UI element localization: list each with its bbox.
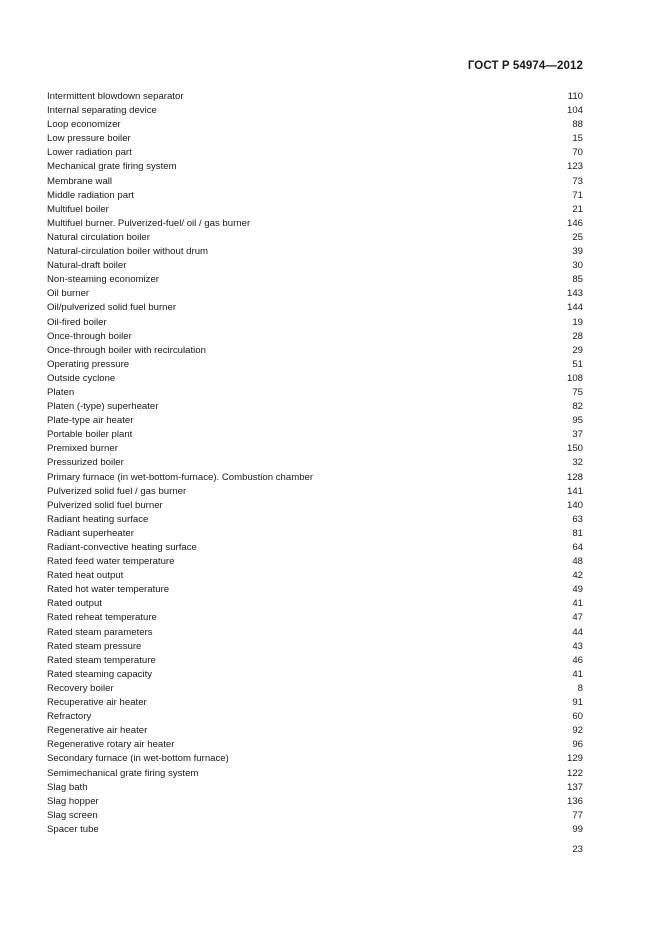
index-entry xyxy=(47,597,583,611)
index-page-ref: 92 xyxy=(572,725,583,737)
index-page-ref: 88 xyxy=(572,119,583,131)
index-term: Membrane wall xyxy=(47,175,113,187)
index-page-ref: 29 xyxy=(572,344,583,356)
index-entry xyxy=(47,527,583,541)
index-page-ref: 91 xyxy=(572,697,583,709)
index-term: Middle radiation part xyxy=(47,189,134,201)
index-entry xyxy=(47,330,583,344)
index-entry xyxy=(47,400,583,414)
index-page-ref: 41 xyxy=(572,668,583,680)
index-term: Platen xyxy=(47,386,75,398)
index-page-ref: 122 xyxy=(566,767,583,779)
index-page-ref: 39 xyxy=(572,246,583,258)
index-entry xyxy=(47,132,583,146)
index-entry xyxy=(47,203,583,217)
index-entry xyxy=(47,654,583,668)
index-page-ref: 19 xyxy=(572,316,583,328)
index-term: Low pressure boiler xyxy=(47,133,131,145)
index-term: Rated steam parameters xyxy=(47,626,153,638)
index-page-ref: 144 xyxy=(566,302,583,314)
index-entry xyxy=(47,611,583,625)
index-term: Oil-fired boiler xyxy=(47,316,107,328)
index-entry xyxy=(47,442,583,456)
index-term: Secondary furnace (in wet-bottom furnace) xyxy=(47,753,229,765)
index-entry xyxy=(47,541,583,555)
index-term: Rated output xyxy=(47,598,102,610)
index-page-ref: 46 xyxy=(572,654,583,666)
index-entry xyxy=(47,189,583,203)
index-page-ref: 28 xyxy=(572,330,583,342)
index-term: Platen (-type) superheater xyxy=(47,401,159,413)
index-entry xyxy=(47,358,583,372)
index-entry xyxy=(47,316,583,330)
index-page-ref: 143 xyxy=(566,288,583,300)
index-page-ref: 96 xyxy=(572,739,583,751)
index-page-ref: 30 xyxy=(572,260,583,272)
index-term: Rated feed water temperature xyxy=(47,556,175,568)
index-page-ref: 136 xyxy=(566,795,583,807)
index-page-ref: 21 xyxy=(572,203,583,215)
index-term: Slag screen xyxy=(47,809,98,821)
index-page-ref: 108 xyxy=(566,372,583,384)
index-entry xyxy=(47,273,583,287)
index-entry xyxy=(47,583,583,597)
index-entry xyxy=(47,90,583,104)
index-page-ref: 128 xyxy=(566,471,583,483)
index-page-ref: 64 xyxy=(572,542,583,553)
index-term: Rated steam temperature xyxy=(47,654,156,666)
index-term: Slag bath xyxy=(47,781,88,793)
index-page-ref: 32 xyxy=(572,457,583,469)
index-entry xyxy=(47,795,583,809)
index-entry xyxy=(47,414,583,428)
index-term: Refractory xyxy=(47,711,92,723)
index-term: Pressurized boiler xyxy=(47,457,124,469)
index-term: Rated steam pressure xyxy=(47,640,142,652)
index-term: Radiant superheater xyxy=(47,527,134,539)
index-entry xyxy=(47,724,583,738)
index-term: Non-steaming economizer xyxy=(47,274,159,286)
index-list xyxy=(47,90,583,837)
index-term: Rated heat output xyxy=(47,570,124,582)
index-term: Natural-draft boiler xyxy=(47,260,127,272)
index-term: Lower radiation part xyxy=(47,147,132,159)
index-term: Rated reheat temperature xyxy=(47,612,157,624)
index-entry xyxy=(47,175,583,189)
index-term: Recuperative air heater xyxy=(47,697,147,709)
index-term: Spacer tube xyxy=(47,823,99,835)
index-page-ref: 75 xyxy=(572,386,583,398)
index-term: Oil burner xyxy=(47,288,90,300)
index-page-ref: 99 xyxy=(572,823,583,835)
index-term: Multifuel burner. Pulverized-fuel/ oil / gas burner xyxy=(47,217,251,229)
index-entry xyxy=(47,146,583,160)
index-term: Pulverized solid fuel burner xyxy=(47,499,163,511)
index-page-ref: 47 xyxy=(572,612,583,624)
index-term: Loop economizer xyxy=(47,119,121,131)
index-entry xyxy=(47,344,583,358)
index-term: Once-through boiler xyxy=(47,330,132,342)
index-entry xyxy=(47,710,583,724)
index-term: Plate-type air heater xyxy=(47,415,134,427)
index-term: Premixed burner xyxy=(47,443,118,455)
index-term: Pulverized solid fuel / gas burner xyxy=(47,485,187,497)
index-entry xyxy=(47,104,583,118)
index-term: Portable boiler plant xyxy=(47,429,133,441)
index-term: Oil/pulverized solid fuel burner xyxy=(47,302,177,314)
index-term: Rated hot water temperature xyxy=(47,584,170,596)
index-entry xyxy=(47,696,583,710)
index-page-ref: 25 xyxy=(572,231,583,243)
index-entry xyxy=(47,372,583,386)
index-page-ref: 81 xyxy=(572,527,583,539)
index-term: Regenerative rotary air heater xyxy=(47,739,175,751)
index-entry xyxy=(47,569,583,583)
index-term: Radiant heating surface xyxy=(47,513,149,525)
index-term: Mechanical grate firing system xyxy=(47,161,177,173)
index-term: Radiant-convective heating surface xyxy=(47,542,197,553)
index-term: Rated steaming capacity xyxy=(47,668,153,680)
index-entry xyxy=(47,456,583,470)
index-page-ref: 37 xyxy=(572,429,583,441)
index-entry xyxy=(47,471,583,485)
index-page-ref: 71 xyxy=(572,189,583,201)
index-page-ref: 82 xyxy=(572,401,583,413)
index-term: Outside cyclone xyxy=(47,372,116,384)
index-page-ref: 51 xyxy=(572,358,583,370)
index-page-ref: 123 xyxy=(566,161,583,173)
index-page-ref: 43 xyxy=(572,640,583,652)
index-page-ref: 77 xyxy=(572,809,583,821)
index-entry xyxy=(47,682,583,696)
index-entry xyxy=(47,752,583,766)
index-entry xyxy=(47,626,583,640)
index-entry xyxy=(47,555,583,569)
index-entry xyxy=(47,245,583,259)
index-page-ref: 44 xyxy=(572,626,583,638)
index-entry xyxy=(47,160,583,174)
index-entry xyxy=(47,499,583,513)
index-page-ref: 60 xyxy=(572,711,583,723)
index-page-ref: 49 xyxy=(572,584,583,596)
index-term: Recovery boiler xyxy=(47,682,114,694)
index-page-ref: 129 xyxy=(566,753,583,765)
index-page-ref: 85 xyxy=(572,274,583,286)
index-page-ref: 8 xyxy=(577,682,583,694)
index-entry xyxy=(47,217,583,231)
index-term: Internal separating device xyxy=(47,105,157,117)
index-entry xyxy=(47,231,583,245)
index-entry xyxy=(47,513,583,527)
index-page-ref: 42 xyxy=(572,570,583,582)
index-entry xyxy=(47,738,583,752)
index-page-ref: 140 xyxy=(566,499,583,511)
index-page-ref: 104 xyxy=(566,105,583,117)
index-term: Intermittent blowdown separator xyxy=(47,91,184,102)
index-term: Operating pressure xyxy=(47,358,130,370)
index-page-ref: 95 xyxy=(572,415,583,427)
index-entry xyxy=(47,386,583,400)
index-term: Semimechanical grate firing system xyxy=(47,767,199,779)
index-entry xyxy=(47,781,583,795)
index-page-ref: 146 xyxy=(566,217,583,229)
index-entry xyxy=(47,809,583,823)
index-term: Once-through boiler with recirculation xyxy=(47,344,206,356)
index-entry xyxy=(47,640,583,654)
index-term: Slag hopper xyxy=(47,795,99,807)
index-page-ref: 73 xyxy=(572,175,583,187)
index-page-ref: 70 xyxy=(572,147,583,159)
index-page-ref: 48 xyxy=(572,556,583,568)
index-entry xyxy=(47,428,583,442)
index-page-ref: 110 xyxy=(567,91,583,102)
index-page-ref: 150 xyxy=(566,443,583,455)
index-entry xyxy=(47,118,583,132)
index-page-ref: 63 xyxy=(572,513,583,525)
page-number: 23 xyxy=(572,844,583,855)
index-entry xyxy=(47,287,583,301)
index-entry xyxy=(47,668,583,682)
index-term: Multifuel boiler xyxy=(47,203,109,215)
index-term: Regenerative air heater xyxy=(47,725,148,737)
index-page-ref: 141 xyxy=(566,485,583,497)
index-page-ref: 41 xyxy=(572,598,583,610)
index-term: Natural-circulation boiler without drum xyxy=(47,246,209,258)
document-header: ГОСТ Р 54974—2012 xyxy=(467,60,583,72)
index-entry xyxy=(47,823,583,837)
index-term: Primary furnace (in wet-bottom-furnace). Combustion chamber xyxy=(47,471,314,483)
index-entry xyxy=(47,259,583,273)
index-entry xyxy=(47,301,583,315)
index-entry xyxy=(47,767,583,781)
index-page-ref: 15 xyxy=(572,133,583,145)
index-term: Natural circulation boiler xyxy=(47,231,150,243)
index-page-ref: 137 xyxy=(566,781,583,793)
index-entry xyxy=(47,485,583,499)
